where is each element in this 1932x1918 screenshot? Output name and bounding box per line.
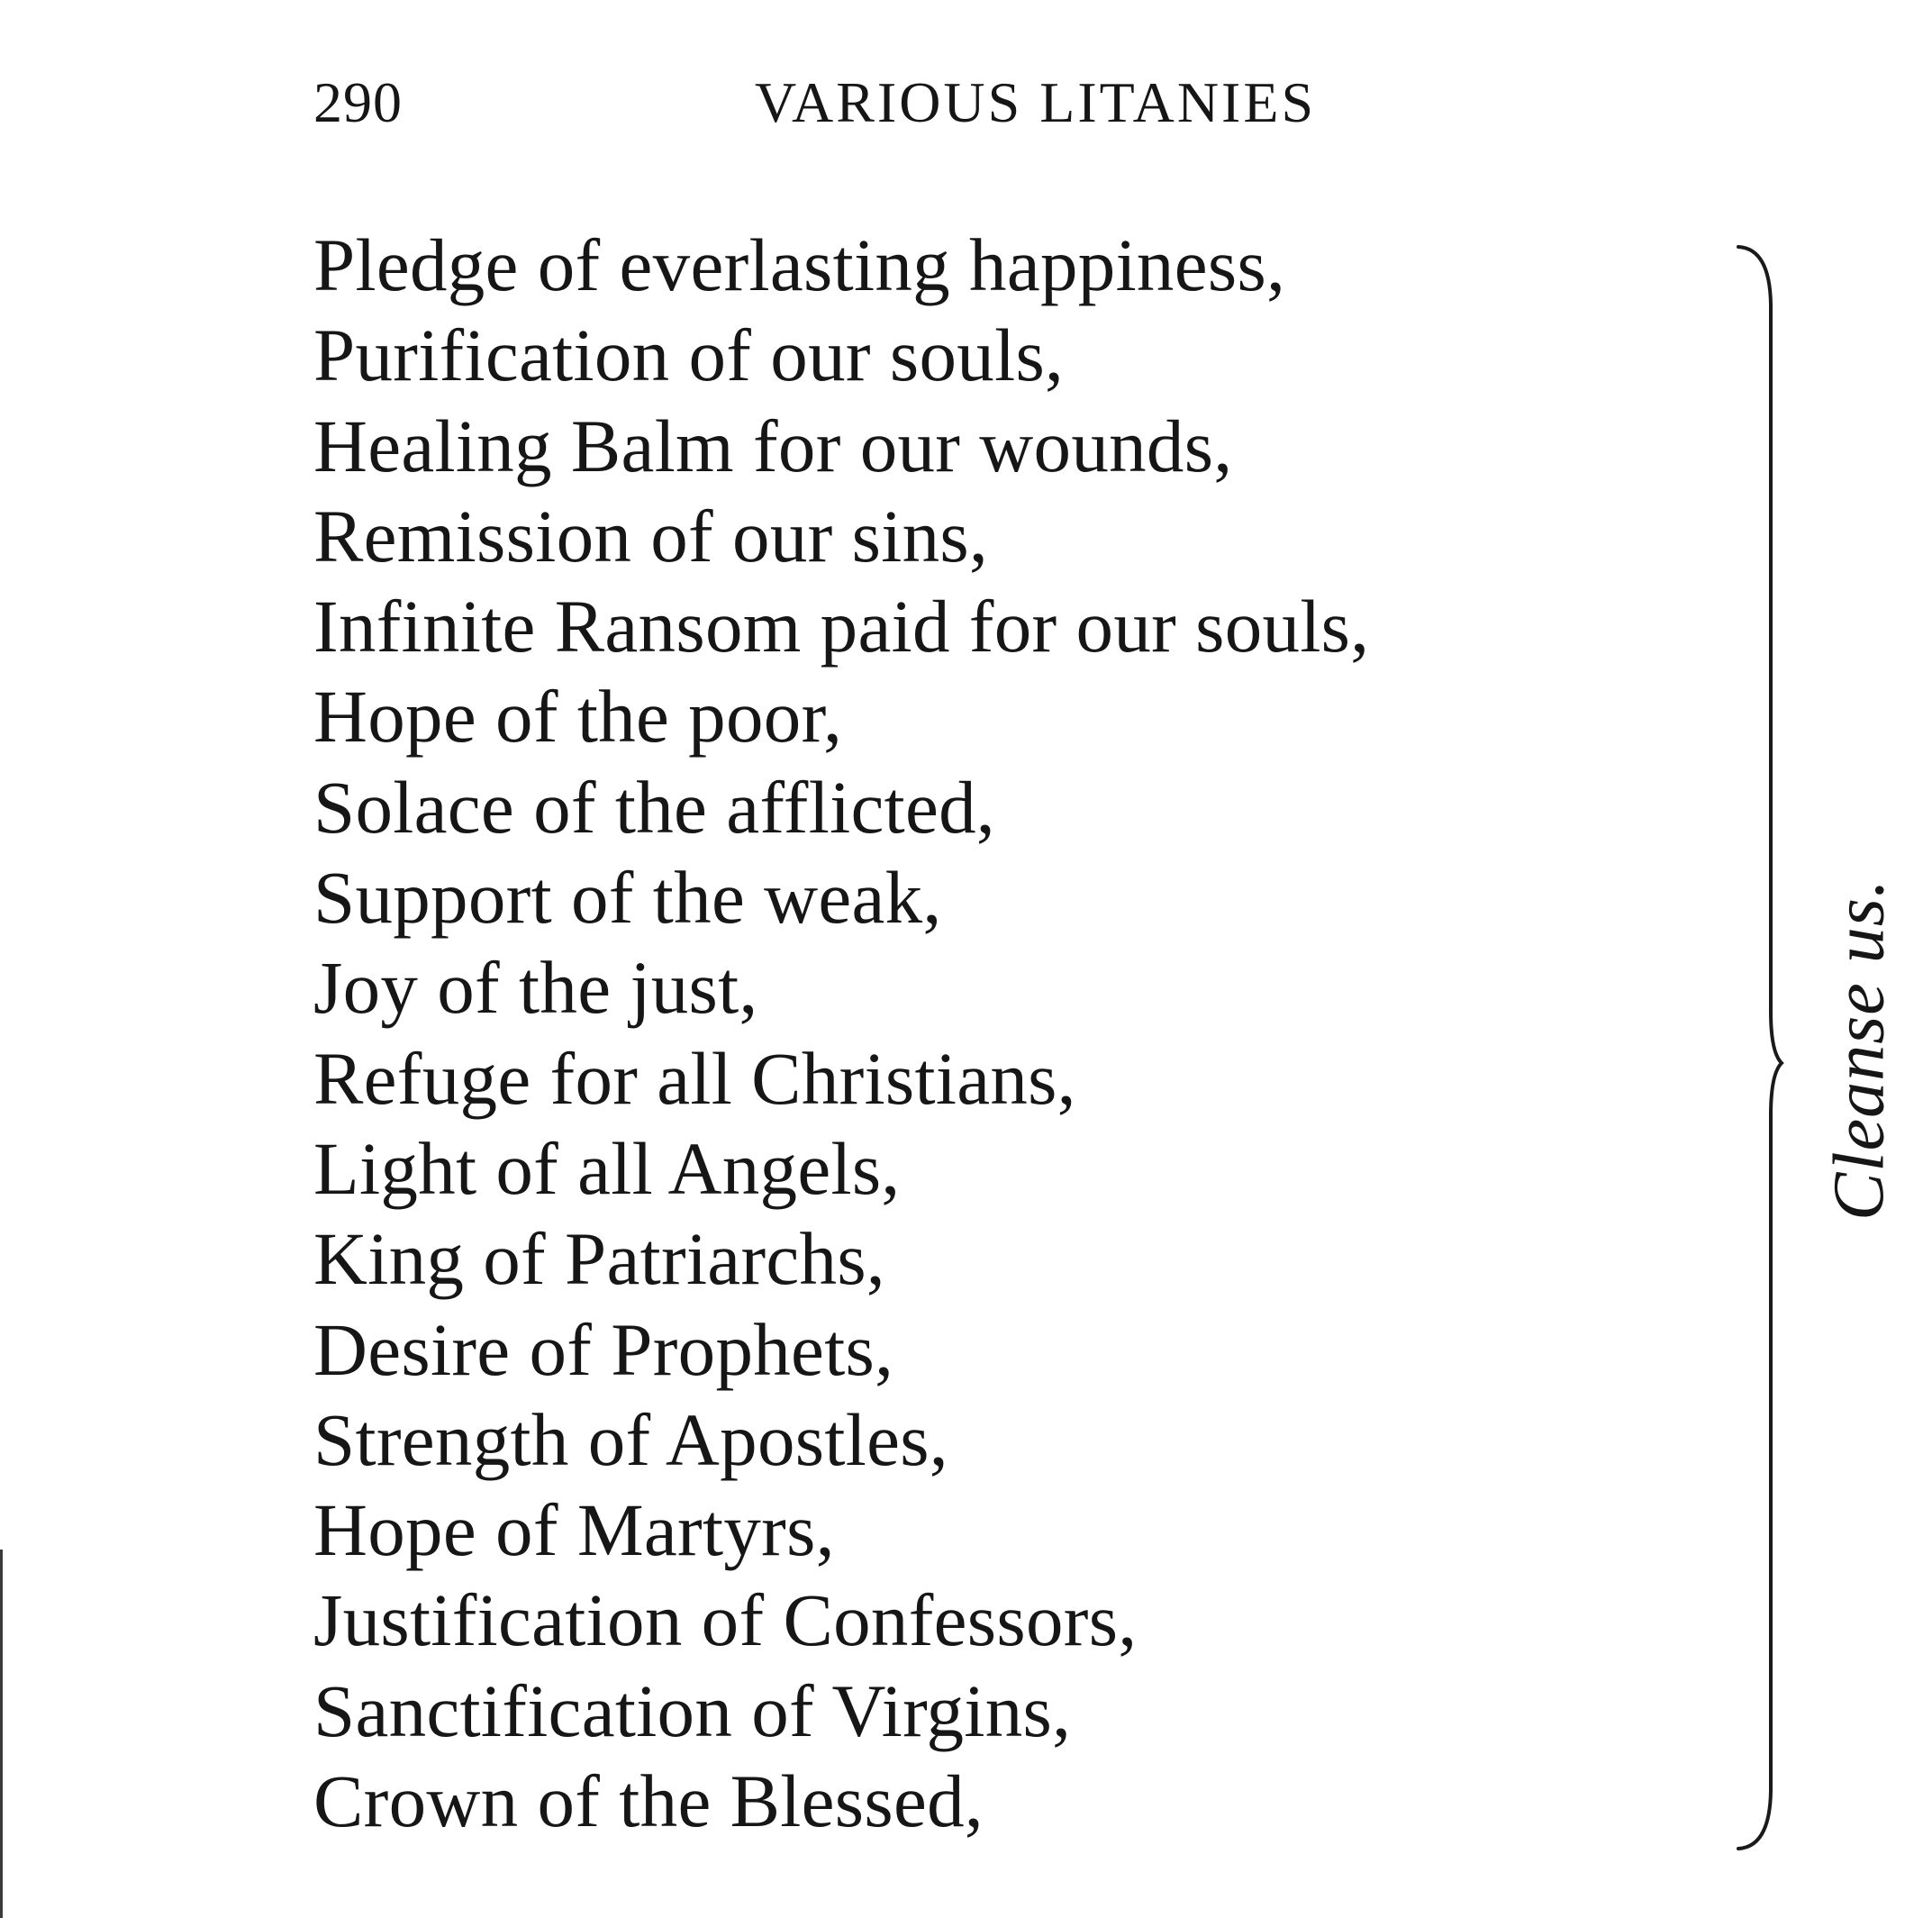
invocation-line: Desire of Prophets, [313, 1307, 894, 1391]
invocation-line: Healing Balm for our wounds, [313, 404, 1233, 487]
page-number: 290 [313, 70, 403, 134]
invocation-line: Hope of Martyrs, [313, 1488, 835, 1572]
invocation-line: Solace of the afflicted, [313, 765, 995, 849]
invocation-line: Refuge for all Christians, [313, 1036, 1076, 1120]
invocation-line: Joy of the just, [313, 946, 758, 1030]
invocation-line: Sanctification of Virgins, [313, 1668, 1072, 1752]
invocation-line: Support of the weak, [313, 856, 942, 940]
invocation-line: Purification of our souls, [313, 314, 1065, 397]
invocation-list [313, 220, 1369, 1846]
invocation-line: King of Patriarchs, [313, 1217, 885, 1301]
scan-edge-divider [0, 1550, 3, 1918]
invocation-line: Crown of the Blessed, [313, 1759, 984, 1843]
invocation-line: Remission of our sins, [313, 494, 989, 577]
curly-brace-icon [1729, 241, 1810, 1854]
running-head: VARIOUS LITANIES [755, 70, 1317, 134]
response-text: Cleanse us. [1819, 878, 1900, 1221]
invocation-line: Hope of the poor, [313, 675, 843, 759]
invocation-line: Light of all Angels, [313, 1126, 901, 1210]
invocation-line: Justification of Confessors, [313, 1578, 1138, 1662]
invocation-line: Pledge of everlasting happiness, [313, 223, 1286, 306]
invocation-line: Infinite Ransom paid for our souls, [313, 585, 1370, 668]
invocation-line: Strength of Apostles, [313, 1397, 948, 1481]
